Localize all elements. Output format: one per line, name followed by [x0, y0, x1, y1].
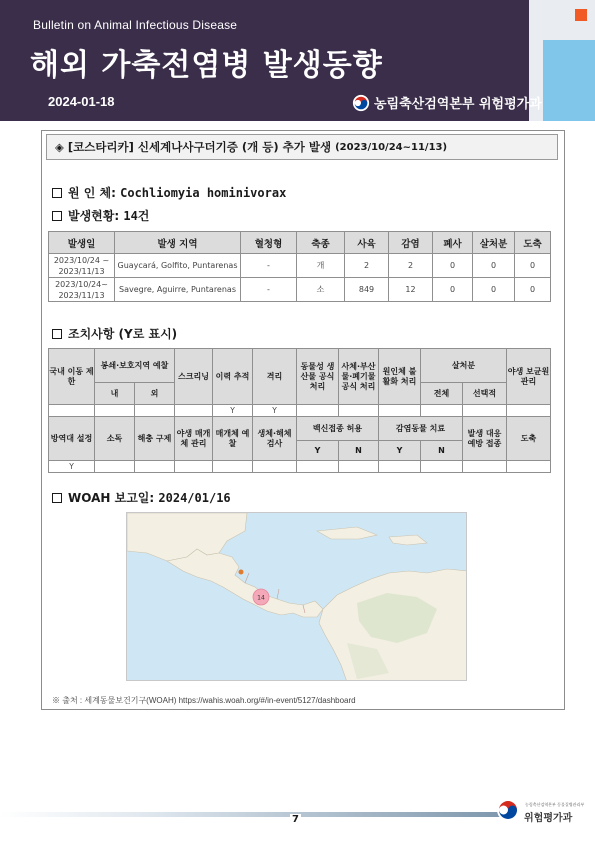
- hdr-quarantine: 방역대 설정: [49, 417, 95, 461]
- mark-cell: [297, 461, 339, 473]
- outbreak-table: [48, 231, 551, 302]
- status-value: 14건: [123, 209, 150, 223]
- mark-cell: [463, 405, 507, 417]
- measures-header-row-2: [49, 417, 551, 441]
- hdr-vaccine-n: N: [339, 441, 379, 461]
- hdr-wild-vector: 야생 매개체 관리: [175, 417, 213, 461]
- hdr-pest: 해충 구제: [135, 417, 175, 461]
- outbreak-map: [126, 512, 467, 681]
- marker-count-label: 14: [257, 594, 265, 602]
- square-bullet-icon: [52, 211, 62, 221]
- col-header: 발생일: [49, 232, 115, 254]
- mark-cell: Y: [253, 405, 297, 417]
- mark-cell: [339, 461, 379, 473]
- hdr-treat-n: N: [421, 441, 463, 461]
- mark-cell: [135, 461, 175, 473]
- hdr-product: 동물성 생산물 공식 처리: [297, 349, 339, 405]
- taegeuk-logo-icon: [496, 798, 520, 822]
- hdr-wildlife: 야생 보균원 관리: [507, 349, 551, 405]
- hdr-carcass: 사체·부산물·폐기물 공식 처리: [339, 349, 379, 405]
- accent-bar: [543, 40, 595, 121]
- page-number: 7: [292, 814, 299, 825]
- mark-cell: [421, 461, 463, 473]
- square-bullet-icon: [52, 329, 62, 339]
- col-header: 혈청형: [241, 232, 297, 254]
- hdr-trace: 이력 추적: [213, 349, 253, 405]
- woah-label: WOAH 보고일:: [68, 491, 155, 505]
- report-title-dates: (2023/10/24~11/13): [335, 141, 448, 153]
- hdr-isolation: 격리: [253, 349, 297, 405]
- hdr-cull: 살처분: [421, 349, 507, 383]
- mark-cell: [95, 405, 135, 417]
- table-row: [49, 278, 551, 302]
- mark-cell: [297, 405, 339, 417]
- hdr-disinfect: 소독: [95, 417, 135, 461]
- mark-cell: [421, 405, 463, 417]
- hdr-pathogen: 원인체 불활화 처리: [379, 349, 421, 405]
- mark-cell: [339, 405, 379, 417]
- footer-rule: [0, 812, 500, 817]
- cell-date: 2023/10/24~ 2023/11/13: [49, 278, 115, 302]
- hdr-treat-y: Y: [379, 441, 421, 461]
- cell-culled: 0: [473, 254, 515, 278]
- measures-table: [48, 348, 551, 473]
- source-note: ※ 출처 : 세계동물보건기구(WOAH) https://wahis.woah.org/#/in-event/5127/dashboard: [52, 696, 356, 705]
- hdr-zone-out: 외: [135, 383, 175, 405]
- accent-square: [575, 9, 587, 21]
- col-header: 발생 지역: [115, 232, 241, 254]
- status-label: 발생현황:: [68, 209, 120, 223]
- mark-cell: [253, 461, 297, 473]
- mark-cell: [507, 461, 551, 473]
- mark-cell: [95, 461, 135, 473]
- issue-date: 2024-01-18: [48, 94, 115, 109]
- taegeuk-emblem-icon: [352, 94, 370, 112]
- cell-cases: 2: [389, 254, 433, 278]
- mark-cell: Y: [213, 405, 253, 417]
- mark-cell: [507, 405, 551, 417]
- footer-org-small: 농림축산검역본부 동물질병관리부: [525, 802, 585, 807]
- measures-label: 조치사항 (Y로 표시): [68, 327, 178, 341]
- map-graphic: [127, 513, 467, 681]
- col-header: 축종: [297, 232, 345, 254]
- footer-org: 위험평가과: [524, 813, 573, 824]
- col-header: 폐사: [433, 232, 473, 254]
- square-bullet-icon: [52, 493, 62, 503]
- hdr-vaccine-y: Y: [297, 441, 339, 461]
- hdr-zone-in: 내: [95, 383, 135, 405]
- cause-label: 원 인 체:: [68, 186, 116, 200]
- cell-culled: 0: [473, 278, 515, 302]
- hdr-screening: 스크리닝: [175, 349, 213, 405]
- measures-mark-row: [49, 405, 551, 417]
- hdr-zone: 봉쇄·보호지역 예찰: [95, 349, 175, 383]
- hdr-bio-test: 생체·해체 검사: [253, 417, 297, 461]
- hdr-treat: 감염동물 치료: [379, 417, 463, 441]
- table-row: [49, 254, 551, 278]
- mark-cell: [213, 461, 253, 473]
- hdr-vaccine: 백신접종 허용: [297, 417, 379, 441]
- cell-susceptible: 2: [345, 254, 389, 278]
- status-section: [52, 207, 149, 224]
- hdr-prevent: 발생 대응 예방 접종: [463, 417, 507, 461]
- measures-section: [52, 325, 177, 342]
- cell-serotype: -: [241, 278, 297, 302]
- woah-section: [52, 489, 231, 506]
- col-header: 살처분: [473, 232, 515, 254]
- page-title: 해외 가축전염병 발생동향: [30, 48, 383, 83]
- mark-cell: [175, 405, 213, 417]
- cell-deaths: 0: [433, 278, 473, 302]
- table-header-row: [49, 232, 551, 254]
- col-header: 도축: [515, 232, 551, 254]
- mark-cell: [175, 461, 213, 473]
- hdr-vector-surv: 매개체 예찰: [213, 417, 253, 461]
- cell-date: 2023/10/24 ~ 2023/11/13: [49, 254, 115, 278]
- outbreak-marker-small: [239, 570, 244, 575]
- hdr-slaughter: 도축: [507, 417, 551, 461]
- report-title: [46, 134, 558, 160]
- report-title-text: ◈ [코스타리카] 신세계나사구더기증 (개 등) 추가 발생: [55, 140, 332, 154]
- cell-species: 개: [297, 254, 345, 278]
- cell-cases: 12: [389, 278, 433, 302]
- cause-section: [52, 184, 286, 201]
- hdr-domestic: 국내 이동 제한: [49, 349, 95, 405]
- cell-deaths: 0: [433, 254, 473, 278]
- header-org: [352, 93, 542, 112]
- measures-header-row: [49, 349, 551, 383]
- cell-serotype: -: [241, 254, 297, 278]
- col-header: 사육: [345, 232, 389, 254]
- mark-cell: Y: [49, 461, 95, 473]
- header-org-name: 농림축산검역본부 위험평가과: [374, 97, 542, 112]
- hdr-cull-selective: 선택적: [463, 383, 507, 405]
- mark-cell: [379, 405, 421, 417]
- hdr-cull-all: 전체: [421, 383, 463, 405]
- mark-cell: [49, 405, 95, 417]
- cell-region: Savegre, Aguirre, Puntarenas: [115, 278, 241, 302]
- cell-region: Guaycará, Golfito, Puntarenas: [115, 254, 241, 278]
- header-subtitle: Bulletin on Animal Infectious Disease: [33, 18, 238, 32]
- woah-date: 2024/01/16: [158, 491, 231, 505]
- cell-slaughtered: 0: [515, 254, 551, 278]
- square-bullet-icon: [52, 188, 62, 198]
- mark-cell: [135, 405, 175, 417]
- cause-value: Cochliomyia hominivorax: [120, 186, 287, 200]
- col-header: 감염: [389, 232, 433, 254]
- measures-mark-row-2: [49, 461, 551, 473]
- page-header: [0, 0, 595, 121]
- cell-slaughtered: 0: [515, 278, 551, 302]
- mark-cell: [463, 461, 507, 473]
- mark-cell: [379, 461, 421, 473]
- cell-susceptible: 849: [345, 278, 389, 302]
- cell-species: 소: [297, 278, 345, 302]
